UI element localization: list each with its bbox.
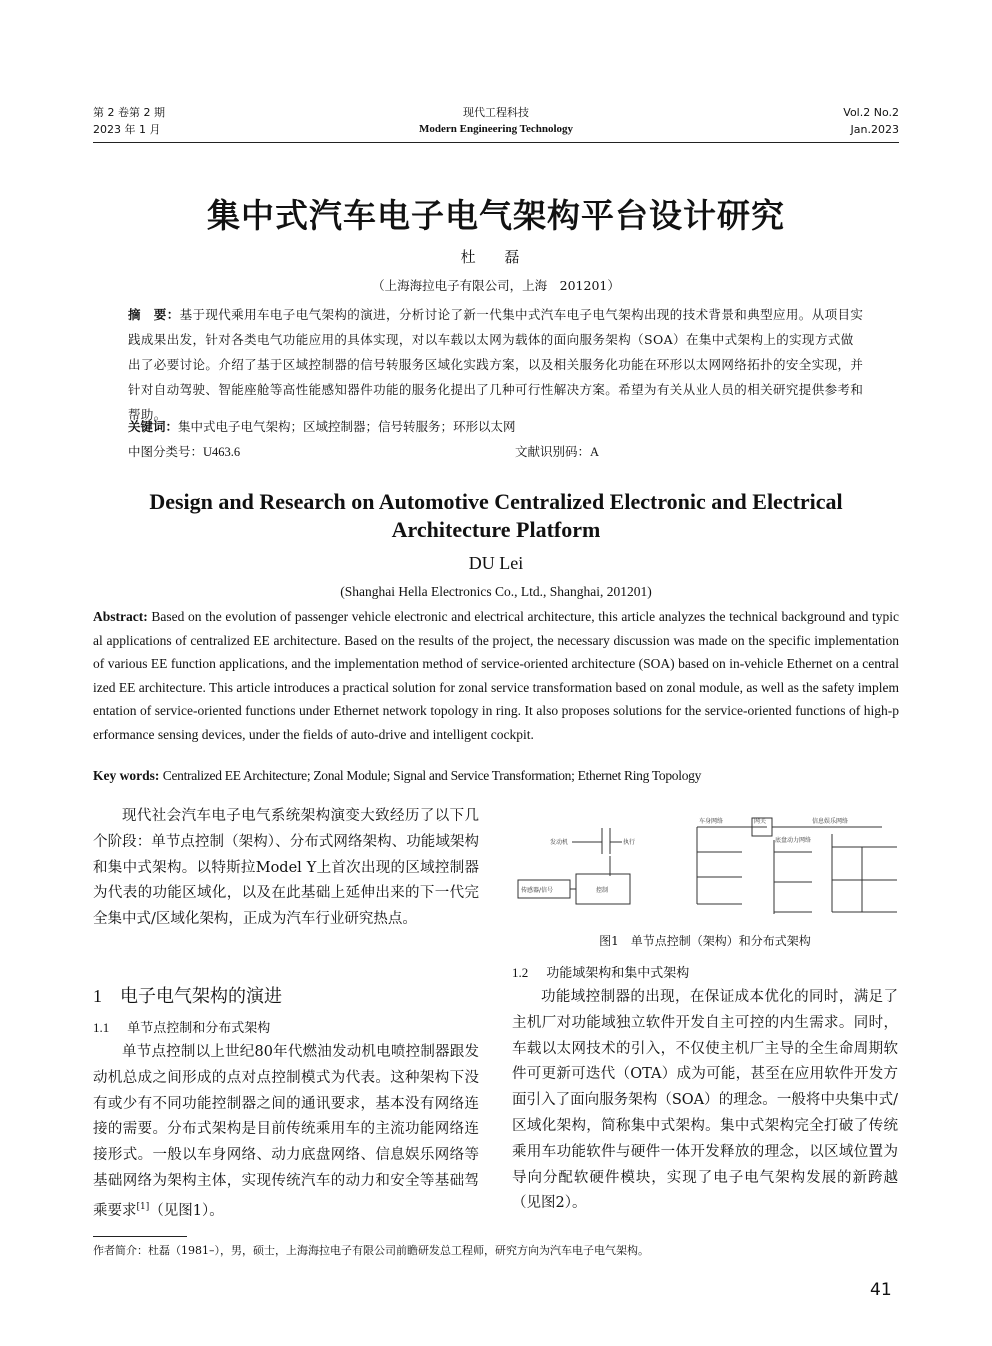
journal-name-en: Modern Engineering Technology <box>418 123 574 135</box>
citation-1: [1] <box>136 1201 150 1212</box>
section-1-2-number: 1.2 <box>512 965 529 980</box>
author-footnote: 作者简介：杜磊（1981–），男，硕士，上海海拉电子有限公司前瞻研发总工程师，研究方向为汽车电子电气架构。 <box>93 1244 649 1257</box>
header-rule <box>93 142 899 143</box>
page-number: 41 <box>870 1280 892 1300</box>
fig1-label-gateway: 网关 <box>754 818 767 825</box>
document-code-label: 文献识别码： <box>515 444 591 459</box>
fig1-label-actuator: 执行 <box>623 839 636 846</box>
section-1-2-heading <box>512 962 689 981</box>
fig1-label-engine: 发动机 <box>550 839 569 846</box>
section-1-number: 1 <box>93 986 102 1006</box>
document-code-value: A <box>590 445 600 459</box>
affiliation-cn: （上海海拉电子有限公司，上海 201201） <box>372 278 620 293</box>
affiliation-en: (Shanghai Hella Electronics Co., Ltd., Shanghai, 201201) <box>340 584 652 599</box>
fig1-label-chassis-net: 底盘动力网络 <box>775 837 812 844</box>
document-code <box>515 442 599 460</box>
classification <box>128 442 240 460</box>
fig1-label-info-net: 信息娱乐网络 <box>812 818 849 825</box>
header-volume: 第 2 卷第 2 期 <box>93 106 165 119</box>
footnote-rule <box>93 1236 187 1237</box>
keywords-cn-label: 关键词： <box>128 419 179 434</box>
journal-name-cn: 现代工程科技 <box>463 106 529 119</box>
header-issue-en <box>843 104 899 138</box>
section-1-title: 电子电气架构的演进 <box>120 986 282 1007</box>
abstract-en-label: Abstract: <box>93 609 148 624</box>
header-date-en: Jan.2023 <box>850 123 899 136</box>
section-1-1-title: 单节点控制和分布式架构 <box>127 1021 271 1036</box>
keywords-cn <box>128 417 516 435</box>
author-en: DU Lei <box>468 553 524 573</box>
header-date: 2023 年 1 月 <box>93 123 161 136</box>
section-1-heading <box>93 982 282 1008</box>
section-1-2-title: 功能域架构和集中式架构 <box>546 966 690 981</box>
section-1-1-text: 单节点控制以上世纪80年代燃油发动机电喷控制器跟发动机总成之间形成的点对点控制模式为代表。这种架构下没有或少有不同功能控制器之间的通讯要求，基本没有网络连接的需要。分布式架构是目前传统乘用车的主流功能网络连接形式。一般以车身网络、动力底盘网络、信息娱乐网络等基础网络为架构主体，实现传统汽车的动力和安全等基础驾乘要求 <box>93 1044 479 1219</box>
author-cn: 杜 磊 <box>460 248 532 266</box>
intro-paragraph: 现代社会汽车电子电气系统架构演变大致经历了以下几个阶段：单节点控制（架构）、分布式网络架构、功能域架构和集中式架构。以特斯拉Model Y上首次出现的区域控制器为代表的功能区域化，以及在此基础上延伸出来的下一代完全集中式/区域化架构，正成为汽车行业研究热点。 <box>93 808 479 928</box>
section-1-1-heading <box>93 1017 270 1036</box>
keywords-en-label: Key words: <box>93 768 160 783</box>
section-1-2-paragraph: 功能域控制器的出现，在保证成本优化的同时，满足了主机厂对功能域独立软件开发自主可控的内生需求。同时，车载以太网技术的引入，不仅使主机厂主导的全生命周期软件可更新可迭代（OTA）成为可能，甚至在应用软件开发方面引入了面向服务架构（SOA）的理念。一般将中央集中式/区域化架构，简称集中式架构。集中式架构完全打破了传统乘用车功能软件与硬件一体开发释放的理念，以区域位置为导向分配软硬件模块，实现了电子电气架构发展的新跨越（见图2）。 <box>512 989 898 1212</box>
abstract-en-text: Based on the evolution of passenger vehicle electronic and electrical architecture, this article analyzes the technical background and typical applications of centralized EE architecture. Based on the results of the project, the necessary discussion was made on the specific implementation of various EE function applications, and the implementation method of service-oriented architecture (SOA) based on in-vehicle Ethernet on a centralized EE architecture. This article introduces a practical solution for zonal service transformation based on zonal module, as well as the safety implementation of service-oriented functions under Ethernet network topology in ring. It also proposes solutions for the service-oriented functions of high-performance sensing devices, under the fields of auto-drive and intelligent cockpit. <box>93 609 899 742</box>
abstract-cn <box>128 302 866 427</box>
paper-title-en: Design and Research on Automotive Centralized Electronic and Electrical Architecture Platform <box>149 489 843 542</box>
keywords-en-text: Centralized EE Architecture; Zonal Module; Signal and Service Transformation; Ethernet Ring Topology <box>162 768 702 783</box>
fig1-label-control: 控制 <box>596 887 609 894</box>
section-1-1-paragraph <box>93 1040 479 1224</box>
figure-1-caption: 图1 单节点控制（架构）和分布式架构 <box>599 934 811 948</box>
paper-title-cn: 集中式汽车电子电气架构平台设计研究 <box>207 196 785 235</box>
header-issue <box>93 104 165 138</box>
section-1-1-tail: （见图1）。 <box>149 1202 224 1219</box>
section-1-1-number: 1.1 <box>93 1020 110 1035</box>
header-volume-en: Vol.2 No.2 <box>843 106 899 119</box>
classification-value: U463.6 <box>203 445 241 459</box>
abstract-cn-label: 摘 要： <box>128 307 180 322</box>
classification-label: 中图分类号： <box>128 444 204 459</box>
fig1-label-sensor: 传感器/信号 <box>521 887 554 894</box>
keywords-cn-text: 集中式电子电气架构；区域控制器；信号转服务；环形以太网 <box>178 419 516 434</box>
abstract-cn-text: 基于现代乘用车电子电气架构的演进，分析讨论了新一代集中式汽车电子电气架构出现的技术背景和典型应用。从项目实践成果出发，针对各类电气功能应用的具体实现，对以车载以太网为载体的面向服务架构（SOA）在集中式架构上的实现方式做出了必要讨论。介绍了基于区域控制器的信号转服务区域化实践方案，以及相关服务化功能在环形以太网网络拓扑的安全实现，并针对自动驾驶、智能座舱等高性能感知器件功能的服务化提出了几种可行性解决方案。希望为有关从业人员的相关研究提供参考和帮助。 <box>128 307 864 422</box>
keywords-en <box>93 768 701 784</box>
figure-1-diagram <box>512 812 902 926</box>
fig1-label-body-net: 车身网络 <box>699 818 724 825</box>
header-journal <box>346 104 646 138</box>
abstract-en <box>93 605 899 746</box>
